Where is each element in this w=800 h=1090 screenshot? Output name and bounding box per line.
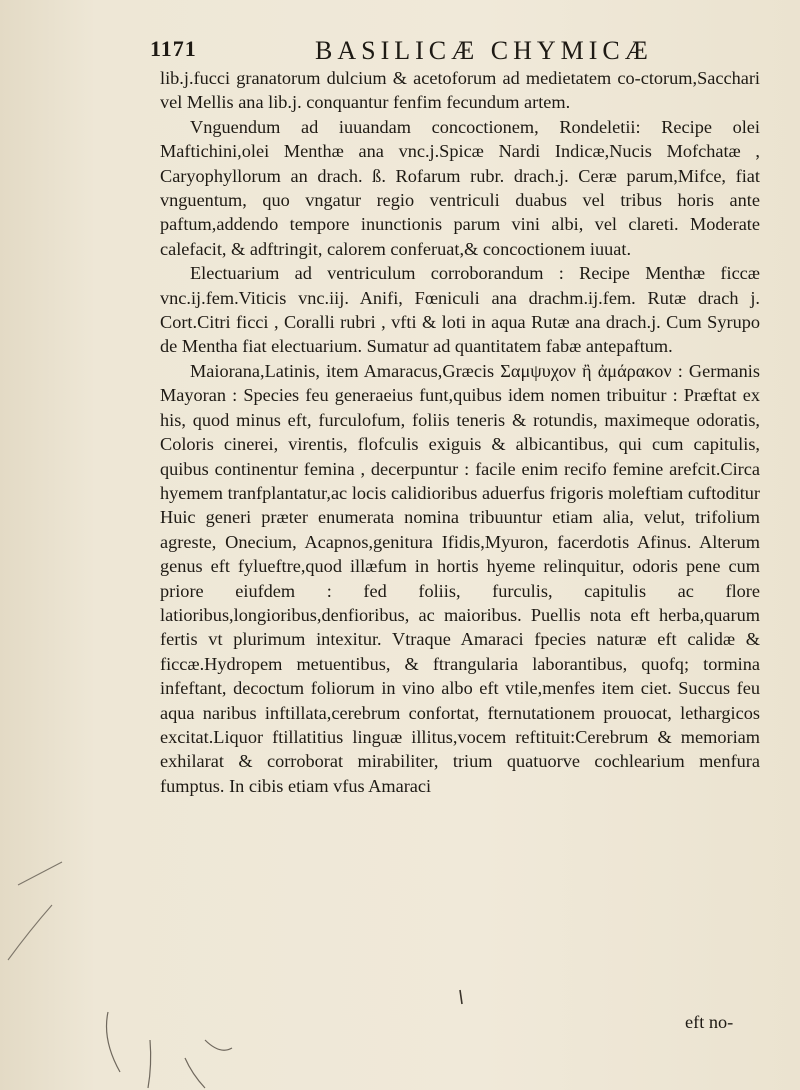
- paragraph: Vnguendum ad iuuandam concoctionem, Rondeletii: Recipe olei Maftichini,olei Menthæ ana vnc.j.Spicæ Nardi Indicæ,Nucis Mofchatæ , Caryophyllorum an drach. ß. Rofarum rubr. drach.j. Ceræ parum,Mifce, fiat vnguentum, quo vngatur regio ventriculi duabus vel tribus horis ante paftum,addendo tempore inunctionis parum vini albi, vel clareti. Moderate calefacit, & adftringit, calorem conferuat,& concoctionem iuuat.: [160, 116, 760, 259]
- page-number: 1171: [150, 36, 197, 61]
- running-title: BASILICÆ CHYMICÆ: [315, 36, 653, 65]
- paragraph: Maiorana,Latinis, item Amaracus,Græcis Σαμψυχον ἢ ἀμάρακον : Germanis Mayoran : Species feu generaeius funt,quibus idem nomen tribuitur : Præftat ex his, quod minus eft, furculofum, foliis teneris & rotundis, maximeque odoratis, Coloris cinerei, virentis, flofculis exiguis & albicantibus, qui cum capitulis, quibus continentur femina , decerpuntur : facile enim recifo femine arefcit.Circa hyemem tranfplantatur,ac locis calidioribus aduerfus frigoris moleftiam cuftoditur Huic generi præter enumerata nomina tribuuntur etiam alia, velut, trifolium agreste, Onecium, Acapnos,genitura Ifidis,Myuron, facerdotis Afinus. Alterum genus eft fylueftre,quod illæfum in hortis hyeme relinquitur, odoris pene cum priore eiufdem : fed foliis, furculis, capitulis ac flore latioribus,longioribus,denfioribus, ac maioribus. Puellis nota eft herba,quarum fertis vt plurimum intexitur. Vtraque Amaraci fpecies naturæ eft calidæ & ficcæ.Hydropem metuentibus, & ftrangularia laborantibus, quofq; tormina infeftant, decoctum foliorum in vino albo eft vtile,menfes item ciet. Succus feu aqua naribus inftillata,cerebrum confortat, fternutationem prouocat, lethargicos excitat.Liquor ftillatitius linguæ illitus,vocem reftituit:Cerebrum & memoriam exhilarat & corroborat mirabiliter, trium quatuorve cochlearium menfura fumptus. In cibis etiam vfus Amaraci: [160, 360, 760, 796]
- paragraph: lib.j.fucci granatorum dulcium & acetoforum ad medietatem co-ctorum,Sacchari vel Mellis ana lib.j. conquantur fenfim fecundum artem.: [160, 68, 760, 113]
- page-header: [150, 36, 750, 66]
- body-text: [160, 66, 760, 798]
- catchword: eft no-: [685, 1012, 734, 1032]
- paragraph: Electuarium ad ventriculum corroborandum : Recipe Menthæ ficcæ vnc.ij.fem.Viticis vnc.iij. Anifi, Fœniculi ana drachm.ij.fem. Rutæ drach j. Cort.Citri ficci , Coralli rubri , vfti & loti in aqua Rutæ ana drach.j. Cum Syrupo de Mentha fiat electuarium. Sumatur ad quantitatem fabæ antepaftum.: [160, 263, 760, 357]
